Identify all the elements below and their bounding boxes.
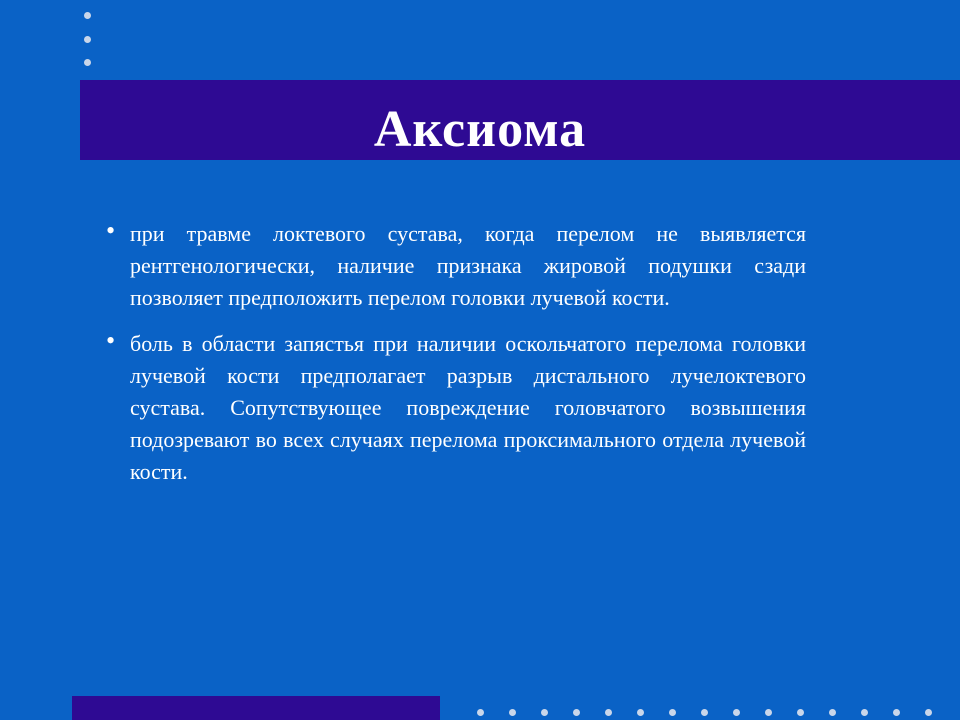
decorative-dot	[573, 709, 580, 716]
decorative-dot	[797, 709, 804, 716]
bullet-text: боль в области запястья при наличии оскольчатого перелома головки лучевой кости предполагает разрыв дистального лучелоктевого сустава. Сопутствующее повреждение головчатого возвышения подозревают во всех случаях перелома проксимального отдела лучевой кости.	[130, 331, 806, 484]
decorative-dot	[925, 709, 932, 716]
bullet-icon: •	[106, 216, 116, 245]
slide-title: Аксиома	[373, 101, 587, 158]
decorative-dot	[733, 709, 740, 716]
decorative-dot	[765, 709, 772, 716]
bullet-item	[100, 328, 806, 488]
bullet-text: при травме локтевого сустава, когда перелом не выявляется рентгенологически, наличие признака жировой подушки сзади позволяет предположить перелом головки лучевой кости.	[130, 221, 806, 310]
decorative-dot	[893, 709, 900, 716]
bottom-bar	[72, 696, 440, 720]
decorative-dot	[541, 709, 548, 716]
decorative-dot	[637, 709, 644, 716]
slide-content	[100, 218, 806, 498]
decorative-dot	[84, 36, 91, 43]
decorative-dot	[477, 709, 484, 716]
decorative-dot	[605, 709, 612, 716]
decorative-dot	[84, 59, 91, 66]
decorative-dot	[861, 709, 868, 716]
decorative-dot	[669, 709, 676, 716]
bullet-icon: •	[106, 326, 116, 355]
bullet-item	[100, 218, 806, 314]
decorative-dot	[509, 709, 516, 716]
decorative-dot	[829, 709, 836, 716]
decorative-dot	[84, 12, 91, 19]
decorative-dot	[701, 709, 708, 716]
